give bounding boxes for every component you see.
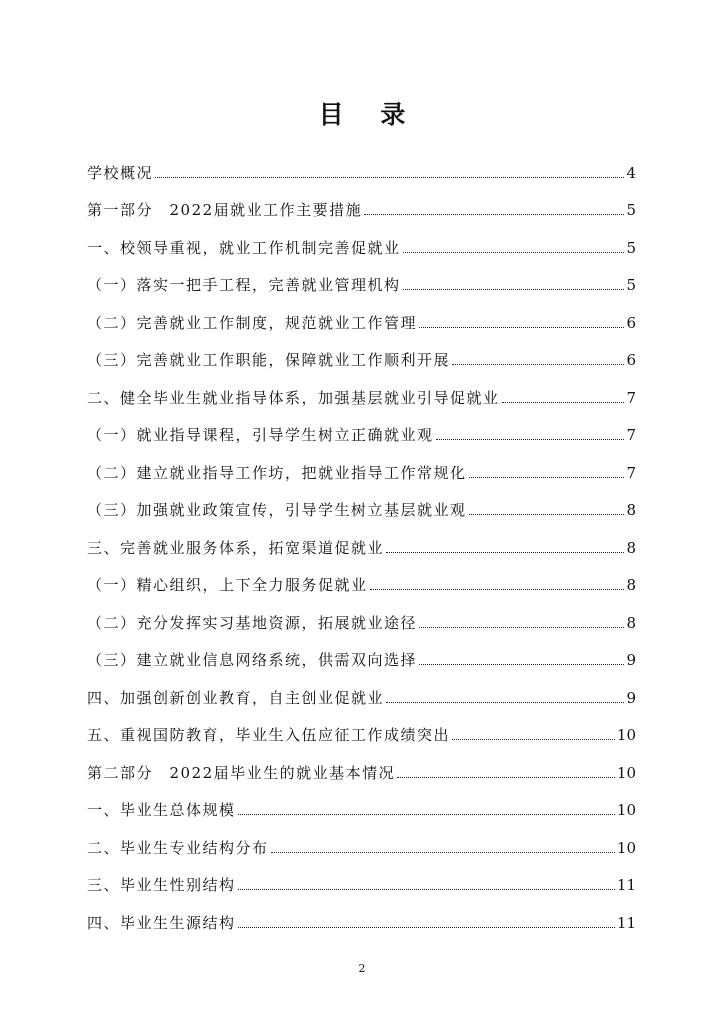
dot-leader [419,627,624,628]
toc-entry-title: 第二部分 2022届毕业生的就业基本情况 [87,763,396,782]
dot-leader [419,327,624,328]
toc-entry[interactable] [87,483,636,521]
toc-entry[interactable] [87,520,636,558]
dot-leader [436,439,625,440]
toc-entry-page: 5 [626,201,636,219]
toc-entry-title: 四、毕业生生源结构 [87,913,236,932]
toc-entry-title: 三、完善就业服务体系，拓宽渠道促就业 [87,538,385,557]
dot-leader [403,289,625,290]
toc-entry[interactable] [87,858,636,896]
table-of-contents [87,145,636,933]
toc-entry-title: 四、加强创新创业教育，自主创业促就业 [87,688,385,707]
toc-entry-page: 6 [626,313,636,332]
toc-entry[interactable] [87,258,636,296]
dot-leader [238,927,615,928]
toc-entry-title: （二）完善就业工作制度，规范就业工作管理 [87,313,418,332]
toc-entry-page: 5 [626,238,636,257]
toc-entry[interactable] [87,745,636,783]
toc-entry[interactable] [87,220,636,258]
page-title: 目 录 [318,100,420,129]
toc-entry-title: 三、毕业生性别结构 [87,876,236,894]
toc-entry-page: 11 [616,876,636,894]
toc-entry[interactable] [87,295,636,333]
dot-leader [469,514,625,515]
dot-leader [397,777,615,778]
toc-entry[interactable] [87,895,636,933]
toc-entry-page: 7 [626,463,636,482]
toc-entry-page: 11 [616,913,636,932]
toc-entry-title: （三）完善就业工作职能，保障就业工作顺利开展 [87,351,451,369]
toc-entry[interactable] [87,783,636,821]
toc-entry-page: 10 [616,726,636,744]
dot-leader [238,814,615,815]
toc-entry-title: 二、健全毕业生就业指导体系，加强基层就业引导促就业 [87,388,500,407]
toc-entry-page: 7 [626,426,636,444]
toc-entry[interactable] [87,820,636,858]
toc-entry[interactable] [87,708,636,746]
toc-entry-page: 6 [626,351,636,369]
dot-leader [155,177,624,178]
dot-leader [502,402,625,403]
dot-leader [386,552,624,553]
toc-entry-title: （二）建立就业指导工作坊，把就业指导工作常规化 [87,463,467,482]
toc-entry[interactable] [87,445,636,483]
dot-leader [271,852,615,853]
toc-entry-page: 8 [626,576,636,594]
dot-leader [452,364,624,365]
toc-entry-title: 一、毕业生总体规模 [87,801,236,819]
toc-entry-page: 9 [626,688,636,707]
toc-entry-title: （一）精心组织，上下全力服务促就业 [87,576,368,594]
toc-entry-title: 学校概况 [87,163,154,182]
toc-entry-page: 9 [626,651,636,669]
toc-entry[interactable] [87,408,636,446]
dot-leader [403,252,625,253]
toc-entry-page: 10 [616,801,636,819]
toc-entry-page: 7 [626,388,636,407]
toc-entry[interactable] [87,183,636,221]
toc-entry-title: 第一部分 2022届就业工作主要措施 [87,201,363,219]
toc-entry-page: 8 [626,501,636,519]
toc-entry[interactable] [87,145,636,183]
toc-entry-page: 5 [626,276,636,294]
dot-leader [452,739,615,740]
dot-leader [386,702,624,703]
toc-entry-title: 二、毕业生专业结构分布 [87,838,269,857]
toc-entry-page: 10 [616,838,636,857]
toc-entry-page: 10 [616,763,636,782]
toc-entry-page: 4 [626,163,636,182]
toc-entry-title: （一）就业指导课程，引导学生树立正确就业观 [87,426,434,444]
toc-entry[interactable] [87,333,636,371]
toc-entry-title: 一、校领导重视，就业工作机制完善促就业 [87,238,401,257]
toc-entry-page: 8 [626,538,636,557]
toc-entry-title: 五、重视国防教育，毕业生入伍应征工作成绩突出 [87,726,451,744]
toc-entry[interactable] [87,633,636,671]
dot-leader [469,477,625,478]
dot-leader [419,664,624,665]
dot-leader [370,589,625,590]
toc-entry[interactable] [87,370,636,408]
dot-leader [238,889,615,890]
toc-entry-title: （三）建立就业信息网络系统，供需双向选择 [87,651,418,669]
page-number: 2 [358,962,366,975]
toc-entry-title: （一）落实一把手工程，完善就业管理机构 [87,276,401,294]
dot-leader [364,214,624,215]
toc-entry-title: （三）加强就业政策宣传，引导学生树立基层就业观 [87,501,467,519]
toc-entry[interactable] [87,595,636,633]
toc-entry[interactable] [87,670,636,708]
toc-entry-page: 8 [626,613,636,632]
toc-entry[interactable] [87,558,636,596]
toc-entry-title: （二）充分发挥实习基地资源，拓展就业途径 [87,613,418,632]
